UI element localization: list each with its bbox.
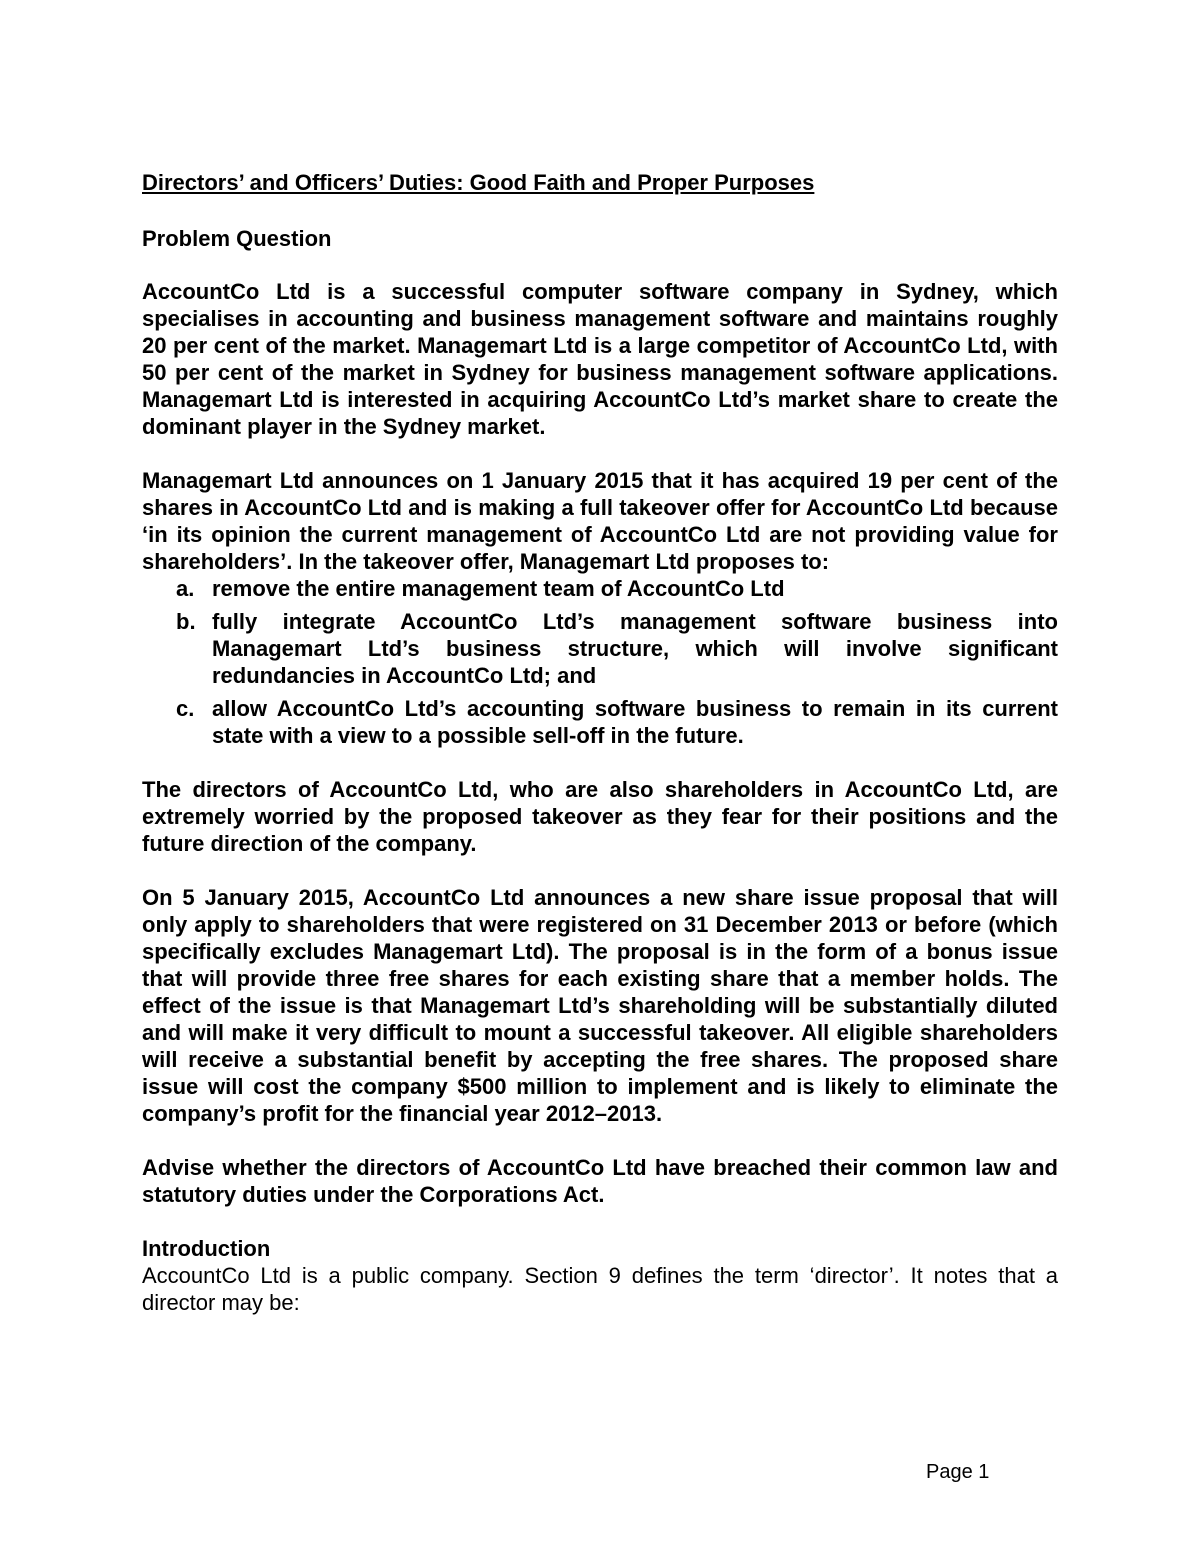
- problem-heading: Problem Question: [142, 226, 332, 251]
- document-page: [142, 168, 1058, 1316]
- introduction-text: AccountCo Ltd is a public company. Section 9 defines the term ‘director’. It notes that a director may be:: [142, 1263, 1058, 1315]
- paragraph-share-issue: On 5 January 2015, AccountCo Ltd announces a new share issue proposal that will only apply to shareholders that were registered on 31 December 2013 or before (which specifically excludes Managemart Ltd). The proposal is in the form of a bonus issue that will provide three free shares for each existing share that a member holds. The effect of the issue is that Managemart Ltd’s shareholding will be substantially diluted and will make it very difficult to mount a successful takeover. All eligible shareholders will receive a substantial benefit by accepting the free shares. The proposed share issue will cost the company $500 million to implement and is likely to eliminate the company’s profit for the financial year 2012–2013.: [142, 885, 1058, 1126]
- paragraph-takeover-announcement: Managemart Ltd announces on 1 January 2015 that it has acquired 19 per cent of the shares in AccountCo Ltd and is making a full takeover offer for AccountCo Ltd because ‘in its opinion the current management of AccountCo Ltd are not providing value for shareholders’. In the takeover offer, Managemart Ltd proposes to:: [142, 468, 1058, 574]
- list-item: [142, 608, 1058, 689]
- list-item-text: allow AccountCo Ltd’s accounting software business to remain in its current state with a view to a possible sell-off in the future.: [212, 696, 1058, 748]
- paragraph-question: Advise whether the directors of AccountCo Ltd have breached their common law and statutory duties under the Corporations Act.: [142, 1155, 1058, 1207]
- document-title: Directors’ and Officers’ Duties: Good Faith and Proper Purposes: [142, 170, 815, 195]
- takeover-proposals-list: [142, 575, 1058, 749]
- paragraph-directors-concern: The directors of AccountCo Ltd, who are also shareholders in AccountCo Ltd, are extremely worried by the proposed takeover as they fear for their positions and the future direction of the company.: [142, 777, 1058, 856]
- paragraph-company-background: AccountCo Ltd is a successful computer software company in Sydney, which specialises in accounting and business management software and maintains roughly 20 per cent of the market. Managemart Ltd is a large competitor of AccountCo Ltd, with 50 per cent of the market in Sydney for business management software applications. Managemart Ltd is interested in acquiring AccountCo Ltd’s market share to create the dominant player in the Sydney market.: [142, 279, 1058, 439]
- list-item: [142, 695, 1058, 749]
- list-item-text: fully integrate AccountCo Ltd’s management software business into Managemart Ltd’s business structure, which will involve significant redundancies in AccountCo Ltd; and: [212, 609, 1058, 688]
- introduction-heading: Introduction: [142, 1236, 271, 1261]
- list-marker: c.: [176, 696, 195, 721]
- list-marker: a.: [176, 576, 195, 601]
- list-item: [142, 575, 1058, 602]
- list-item-text: remove the entire management team of AccountCo Ltd: [212, 576, 785, 601]
- page-number: Page 1: [926, 1461, 990, 1483]
- list-marker: b.: [176, 609, 196, 634]
